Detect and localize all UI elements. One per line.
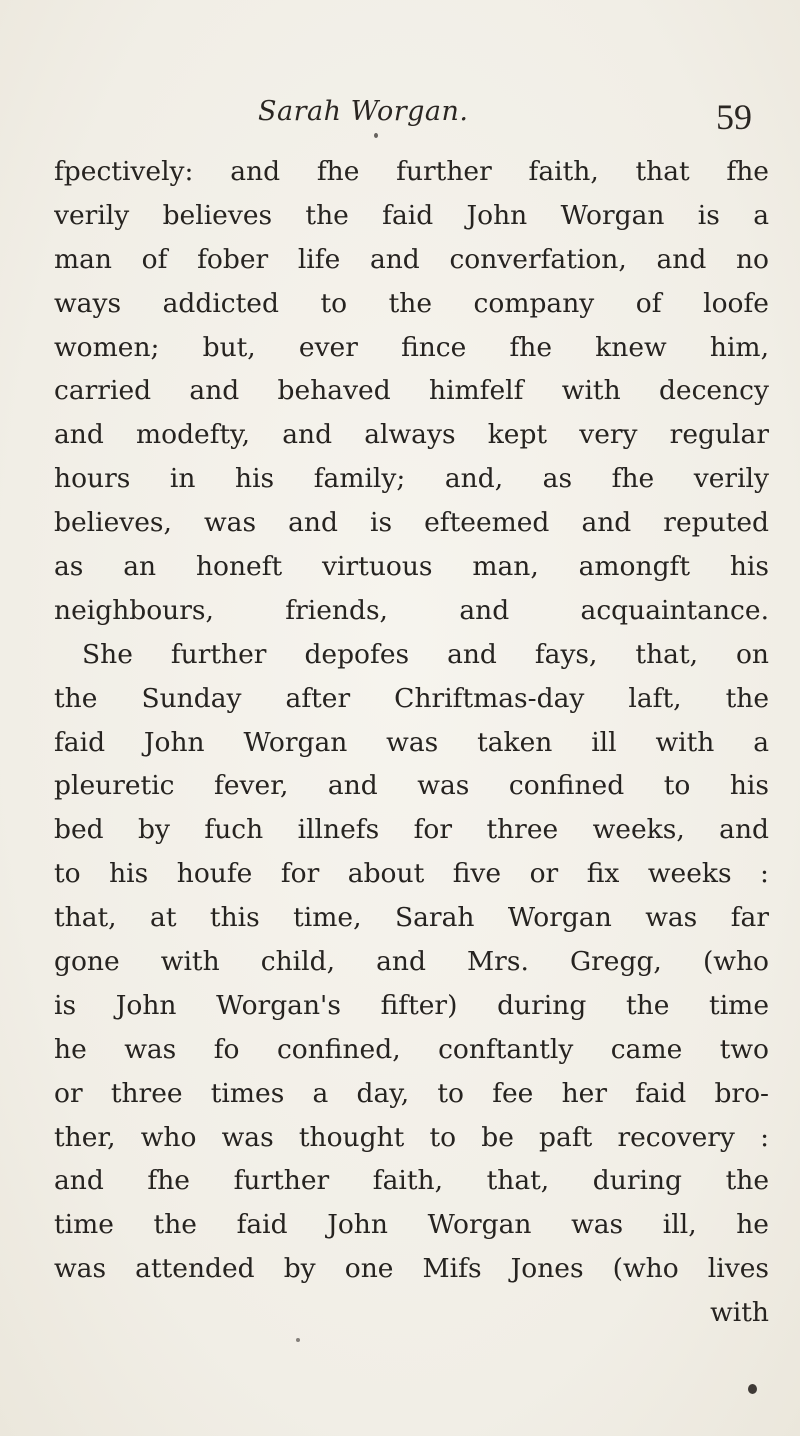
text-line: bed by fuch illnefs for three weeks, and (54, 814, 769, 846)
text-line: or three times a day, to fee her faid bro- (54, 1077, 769, 1109)
text-line: neighbours, friends, and acquaintance. (54, 594, 769, 626)
text-line: the Sunday after Chriftmas-day laft, the (54, 682, 769, 714)
text-line: believes, was and is efteemed and reputed (54, 507, 769, 539)
text-line: was attended by one Mifs Jones (who lives (54, 1253, 769, 1285)
running-title: Sarah Worgan. (258, 96, 469, 127)
text-line: that, at this time, Sarah Worgan was far (54, 902, 769, 934)
text-line: man of fober life and converfation, and no (54, 243, 769, 275)
text-line: time the faid John Worgan was ill, he (54, 1209, 769, 1241)
page-number: 59 (716, 97, 752, 137)
text-line: gone with child, and Mrs. Gregg, (who (54, 946, 769, 978)
text-line: to his houfe for about five or fix weeks : (54, 858, 769, 890)
text-line: women; but, ever fince fhe knew him, (54, 331, 769, 363)
text-line: as an honeft virtuous man, amongft his (54, 551, 769, 583)
text-line: verily believes the faid John Worgan is a (54, 199, 769, 231)
text-line: pleuretic fever, and was confined to his (54, 770, 769, 802)
text-line: fpectively: and fhe further faith, that fhe (54, 156, 769, 187)
catchword: with (710, 1297, 769, 1329)
text-line: is John Worgan's fifter) during the time (54, 989, 769, 1021)
ink-speck (296, 1338, 300, 1342)
text-line: ways addicted to the company of loofe (54, 287, 769, 319)
body-text (54, 150, 769, 1335)
ink-speck (374, 133, 378, 138)
text-line: faid John Worgan was taken ill with a (54, 726, 769, 758)
text-line: carried and behaved himfelf with decency (54, 375, 769, 407)
text-line: and modefty, and always kept very regular (54, 419, 769, 451)
text-line: hours in his family; and, as fhe verily (54, 463, 769, 495)
text-line: She further depofes and fays, that, on (82, 638, 769, 670)
text-line: ther, who was thought to be paft recovery : (54, 1121, 769, 1153)
text-line: he was fo confined, conftantly came two (54, 1033, 769, 1065)
ink-blot (748, 1384, 757, 1394)
text-line: and fhe further faith, that, during the (54, 1165, 769, 1197)
